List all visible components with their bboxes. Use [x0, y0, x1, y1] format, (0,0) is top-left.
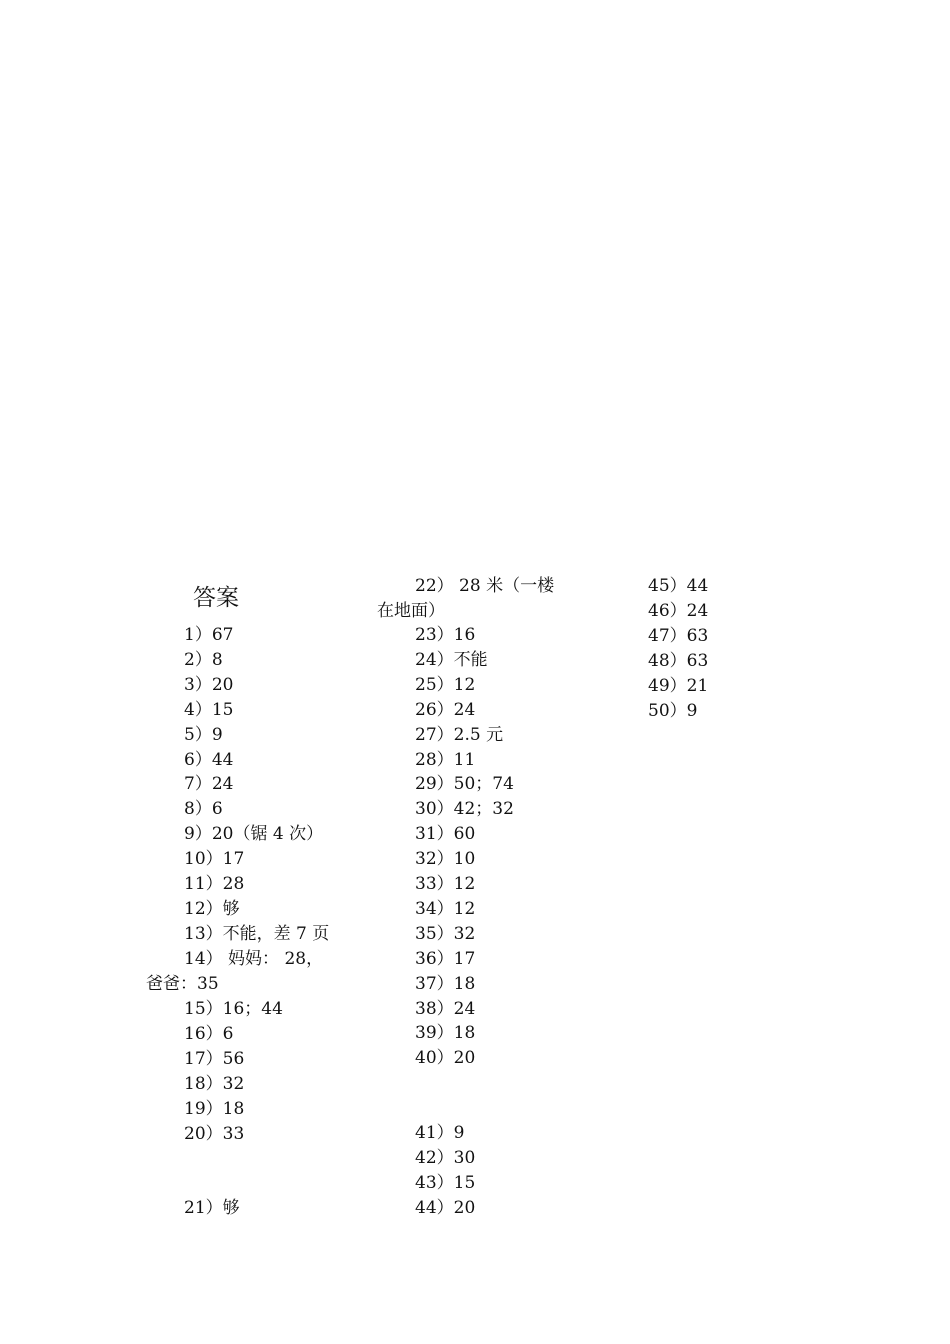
answer-item: 23）16 [415, 625, 476, 645]
answer-item: 6）44 [184, 749, 234, 770]
answer-item: 17）56 [184, 1048, 245, 1069]
answer-item: 5）9 [184, 724, 223, 745]
answer-item: 24）不能 [415, 649, 488, 670]
answer-item: 34）12 [415, 898, 476, 919]
answer-item: 26）24 [415, 699, 476, 720]
answer-item: 32）10 [415, 849, 476, 870]
answer-21: 21）够 [184, 1198, 240, 1218]
answer-item: 48）63 [648, 650, 709, 671]
answer-item: 45）44 [648, 576, 709, 596]
answer-item: 31）60 [415, 824, 476, 845]
answer-item: 13）不能，差 7 页 [184, 923, 330, 944]
answer-item: 28）11 [415, 749, 476, 770]
answer-item: 42）30 [415, 1147, 476, 1168]
answer-item: 8）6 [184, 799, 223, 820]
answer-item: 39）18 [415, 1023, 476, 1044]
answer-item: 46）24 [648, 600, 709, 621]
answer-item: 19）18 [184, 1098, 245, 1119]
answer-item: 25）12 [415, 674, 476, 695]
answer-item: 47）63 [648, 625, 709, 646]
answer-item: 7）24 [184, 774, 234, 795]
answer-item: 18）32 [184, 1073, 245, 1094]
answer-item: 15）16；44 [184, 999, 283, 1019]
answer-22-line1: 22） 28 米（一楼 [415, 576, 555, 596]
answer-item: 16）6 [184, 1023, 234, 1044]
answer-item: 9）20（锯 4 次） [184, 824, 324, 845]
answer-item: 27）2.5 元 [415, 724, 504, 745]
answer-item: 37）18 [415, 973, 476, 994]
answer-item: 44）20 [415, 1197, 476, 1218]
answer-item: 49）21 [648, 675, 709, 696]
page-title: 答案 [193, 585, 239, 611]
answer-item: 29）50；74 [415, 774, 514, 795]
answer-item: 36）17 [415, 948, 476, 969]
answer-22-line2: 在地面） [377, 601, 445, 621]
answer-item: 30）42；32 [415, 799, 514, 820]
answer-14-line1: 14） 妈妈： 28， [184, 949, 324, 969]
answer-item: 12）够 [184, 898, 240, 919]
answer-item: 38）24 [415, 998, 476, 1019]
answer-14-line2: 爸爸：35 [146, 974, 219, 994]
answer-item: 3）20 [184, 674, 234, 695]
answer-item: 2）8 [184, 649, 223, 670]
answer-item: 43）15 [415, 1172, 476, 1193]
answer-item: 33）12 [415, 874, 476, 894]
answer-item: 41）9 [415, 1123, 465, 1143]
answer-item: 11）28 [184, 874, 245, 894]
answer-item: 35）32 [415, 923, 476, 944]
answer-item: 10）17 [184, 849, 245, 870]
answer-item: 1）67 [184, 625, 234, 645]
answer-item: 20）33 [184, 1123, 245, 1144]
answer-item: 4）15 [184, 699, 234, 720]
answer-item: 50）9 [648, 700, 698, 721]
answer-item: 40）20 [415, 1048, 476, 1069]
